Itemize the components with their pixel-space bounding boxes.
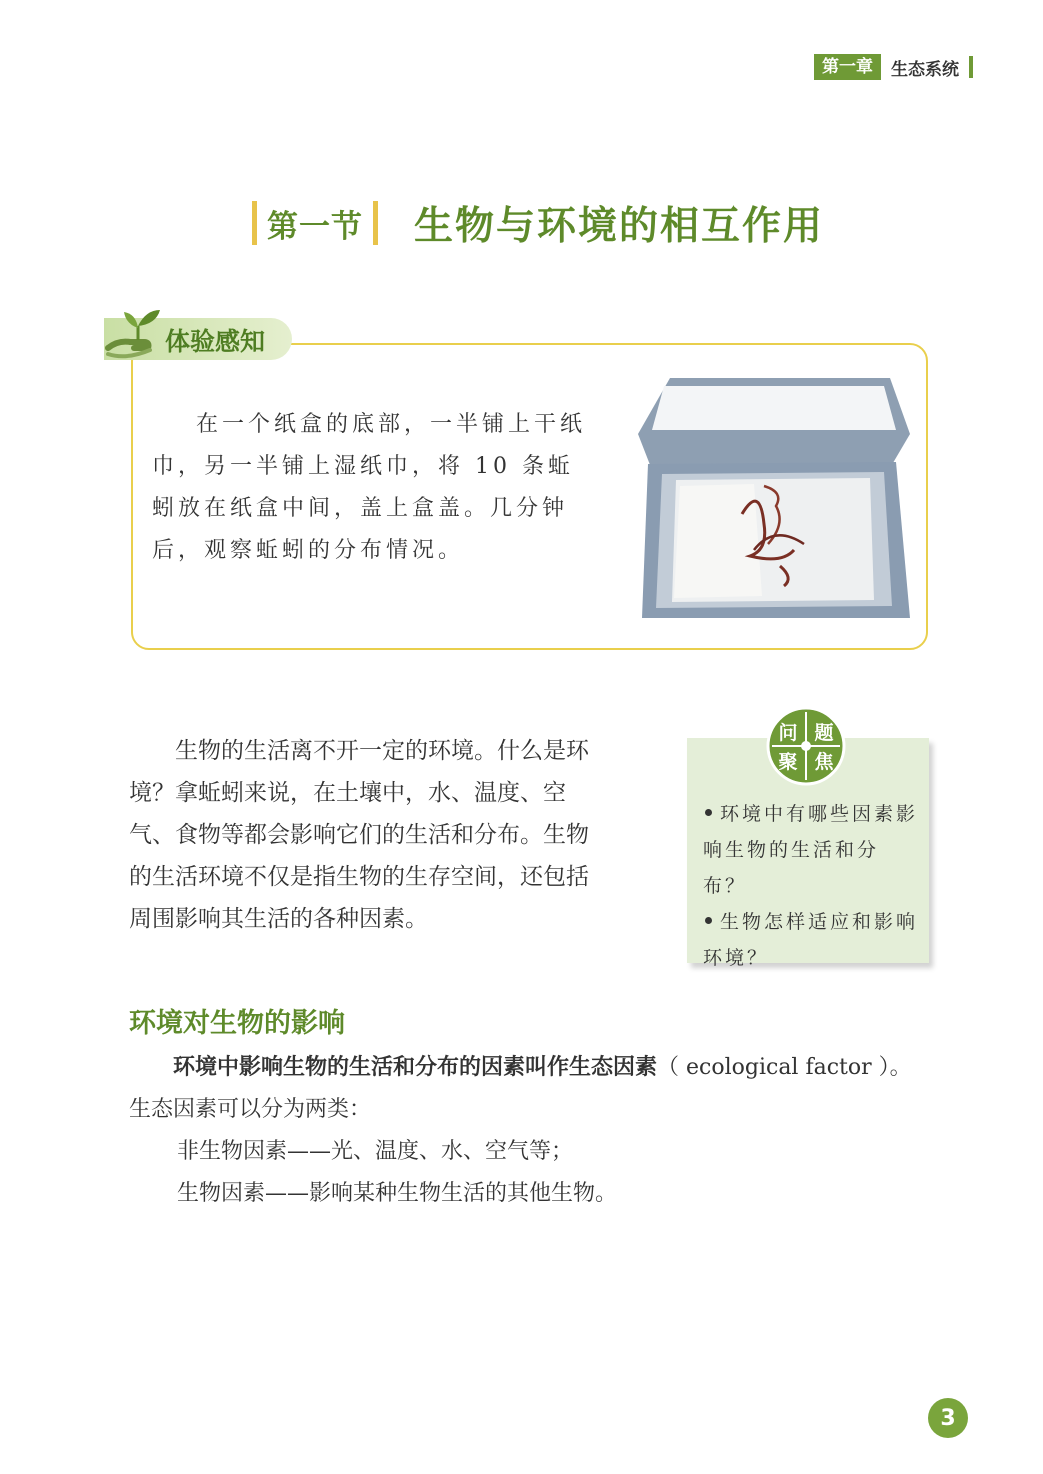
focus-question: [703, 796, 918, 904]
chapter-name: 生态系统: [891, 59, 959, 80]
chapter-tag: 第一章: [814, 54, 881, 80]
earthworm-box-photo: [634, 374, 914, 624]
section-label: 第一节: [267, 208, 363, 245]
subsection-heading: 环境对生物的影响: [129, 1008, 345, 1039]
badge-char: 问: [778, 722, 798, 744]
bullet-icon: [705, 917, 712, 924]
intro-paragraph: 生物的生活离不开一定的环境。什么是环境？拿蚯蚓来说，在土壤中，水、温度、空气、食物等都会影响它们的生活和分布。生物的生活环境不仅是指生物的生存空间，还包括周围影响其生活的各种因素。: [129, 738, 589, 932]
focus-question-text: 环境中有哪些因素影响生物的生活和分布？: [703, 803, 919, 897]
chapter-header: [814, 54, 973, 80]
definition-rest: 生态因素可以分为两类：: [129, 1097, 372, 1122]
page-number: 3: [928, 1398, 968, 1438]
definition-bold: 环境中影响生物的生活和分布的因素叫作生态因素: [173, 1055, 658, 1080]
experience-text: 在一个纸盒的底部，一半铺上干纸巾，另一半铺上湿纸巾，将 10 条蚯蚓放在纸盒中间，盖上盒盖。几分钟后，观察蚯蚓的分布情况。: [152, 412, 587, 563]
hand-sprout-icon: [104, 304, 168, 360]
badge-char: 焦: [814, 751, 834, 773]
focus-question: [703, 904, 918, 976]
factor-item: 生物因素——影响某种生物生活的其他生物。: [177, 1181, 618, 1206]
factor-item: 非生物因素——光、温度、水、空气等；: [177, 1139, 574, 1164]
focus-question-text: 生物怎样适应和影响环境？: [703, 911, 919, 969]
focus-questions: [703, 796, 918, 976]
experience-tab-label: 体验感知: [165, 327, 266, 356]
bullet-icon: [705, 809, 712, 816]
definition-term: （ ecological factor ）。: [657, 1055, 912, 1080]
chapter-bar: [969, 56, 973, 78]
badge-char: 题: [814, 722, 834, 744]
focus-badge-icon: [766, 706, 846, 786]
badge-char: 聚: [778, 751, 798, 773]
section-label-bar-right: [373, 201, 378, 245]
definition: [129, 1047, 949, 1131]
section-title: [252, 195, 824, 251]
section-heading: 生物与环境的相互作用: [414, 204, 825, 249]
